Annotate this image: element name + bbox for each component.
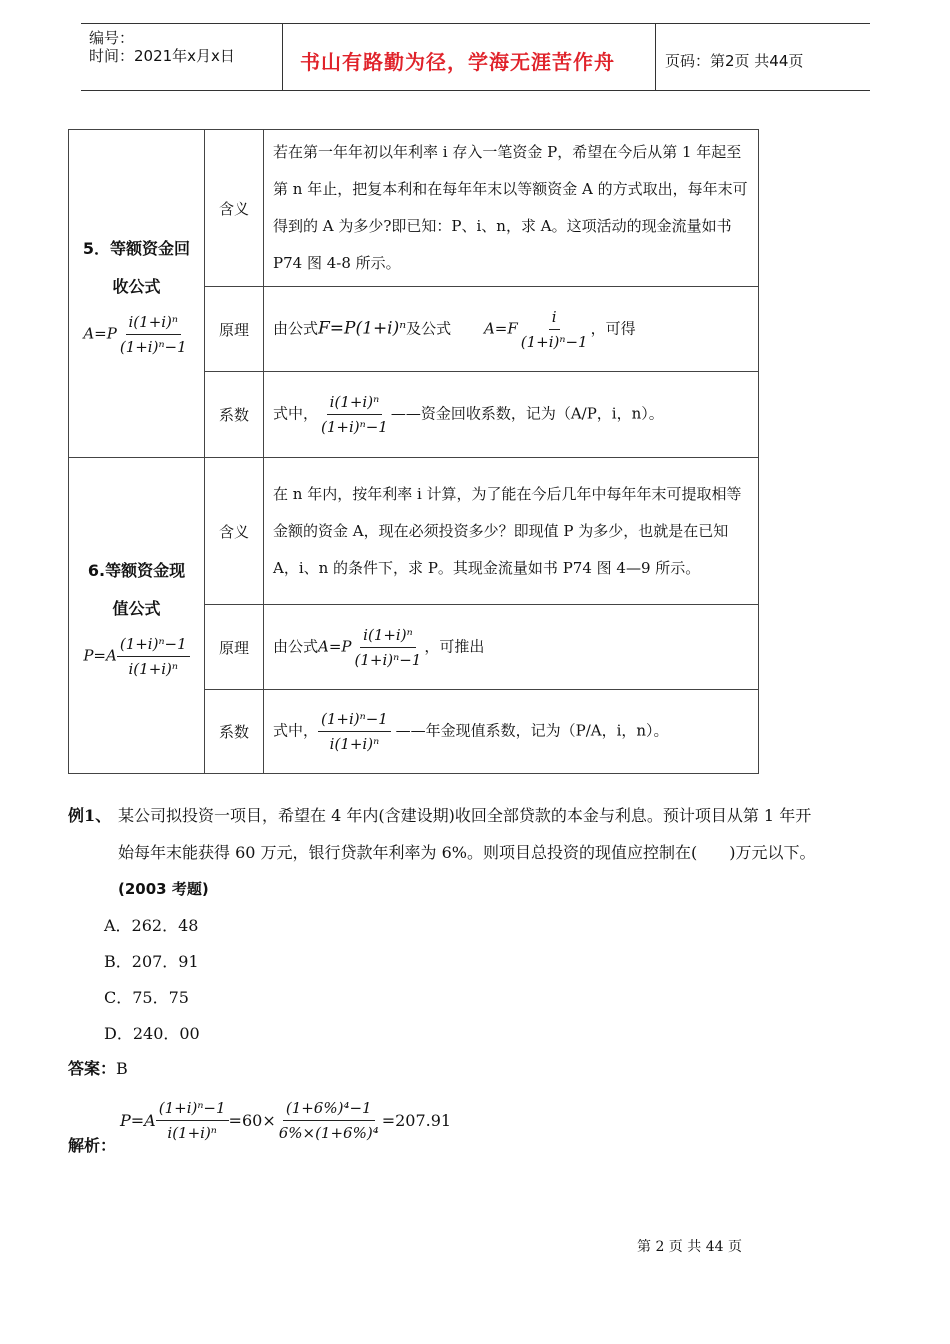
table-row [69,130,759,287]
option-a: A．262．48 [104,916,199,935]
header-bottom-rule [81,90,870,91]
formula-numerator: i(1+i)ⁿ [126,312,182,335]
formula-result: =207.91 [381,1111,452,1130]
formula-mid: =60× [228,1111,276,1130]
section-formula [69,634,204,679]
row-label: 含义 [205,458,264,605]
row-content [264,372,759,458]
row-label: 系数 [205,372,264,458]
slogan: 书山有路勤为径，学海无涯苦作舟 [300,50,615,74]
row-label: 原理 [205,605,264,690]
formula-fraction [352,625,425,670]
footer-page-number: 第 2 页 共 44 页 [637,1239,742,1255]
formula-numerator: i [549,307,560,330]
formula-denominator: i(1+i)ⁿ [128,660,178,678]
table-row [69,458,759,605]
header-top-rule [81,23,870,24]
example-line1: 某公司拟投资一项目，希望在 4 年内(含建设期)收回全部贷款的本金与利息。预计项目从第 1 年开 [118,806,812,825]
section-title-line1: 6.等额资金现 [87,561,186,580]
formula-fraction [318,392,391,437]
answer-value: B [116,1059,128,1078]
answer-line [68,1056,128,1079]
formula-fraction [117,312,190,357]
example-label: 例1、 [68,806,112,825]
section-title-cell [69,458,205,774]
option-b: B．207．91 [104,952,199,971]
formula-denominator: (1+i)ⁿ−1 [321,418,388,436]
section-formula [69,312,204,357]
formula-lhs: A=F [483,319,518,337]
serial-label: 编号： [89,29,135,47]
formula-denominator: i(1+i)ⁿ [167,1124,217,1142]
formula-numerator: (1+i)ⁿ−1 [318,709,391,732]
formula-lhs: P=A [83,646,117,665]
header-divider-left [282,23,283,91]
row-label: 系数 [205,690,264,774]
formula-lhs: A=P [318,637,352,655]
formula-numerator: (1+i)ⁿ−1 [117,634,190,657]
row-mid: 及公式 [406,319,452,337]
section-title-line2: 收公式 [112,277,161,296]
option-d: D．240．00 [104,1024,200,1043]
row-prefix: 由公式 [273,319,319,337]
analysis-formula [120,1098,451,1143]
formula-numerator: (1+i)ⁿ−1 [156,1098,229,1121]
formula-denominator: (1+i)ⁿ−1 [119,338,187,356]
formula-fraction [518,307,591,352]
section-title-line1: 5．等额资金回 [82,239,191,258]
formula-denominator: 6%×(1+6%)⁴ [278,1124,379,1142]
analysis-label: 解析： [68,1136,117,1155]
example-year: (2003 考题) [118,880,209,898]
formula-fraction [318,709,391,754]
formula-fraction [276,1098,382,1143]
formula-denominator: i(1+i)ⁿ [329,735,380,753]
formula-inline: F=P(1+i)ⁿ [318,318,407,338]
row-text: 在 n 年内，按年利率 i 计算，为了能在今后几年中每年年末可提取相等金额的资金 A，现在必须投资多少？即现值 P 为多少，也就是在已知 A，i、n 的条件下，求 P。其现金流量如书 P74 图 4—9 所示。 [264,458,759,605]
row-suffix: ——资金回收系数，记为（A/P，i，n）。 [390,404,664,423]
row-label: 含义 [205,130,264,287]
row-label: 原理 [205,287,264,372]
formula-block [484,307,591,352]
formula-numerator: i(1+i)ⁿ [327,392,383,415]
formula-lhs: P=A [120,1111,156,1130]
header-divider-right [655,23,656,91]
formula-fraction [117,634,190,679]
row-suffix: ——年金现值系数，记为（P/A，i，n）。 [390,721,669,740]
formula-denominator: (1+i)ⁿ−1 [354,650,422,669]
row-content [264,287,759,372]
section-title-cell [69,130,205,458]
row-suffix: ，可得 [590,319,636,337]
row-prefix: 式中， [273,721,319,740]
formula-numerator: i(1+i)ⁿ [360,625,416,648]
formula-fraction [156,1098,229,1143]
answer-label: 答案： [68,1059,117,1078]
formula-lhs: A=P [83,324,117,343]
row-prefix: 式中， [273,404,319,423]
row-prefix: 由公式 [273,637,319,655]
row-content [264,605,759,690]
row-text: 若在第一年年初以年利率 i 存入一笔资金 P，希望在今后从第 1 年起至第 n 年止，把复本利和在每年年末以等额资金 A 的方式取出，每年末可得到的 A 为多少?即已知：P、i、n，求 A。这项活动的现金流量如书 P74 图 4-8 所示。 [264,130,759,287]
page-code: 页码：第2页 共44页 [665,52,804,70]
section-title-line2: 值公式 [112,599,161,618]
formula-table [68,129,759,774]
row-content [264,690,759,774]
option-c: C．75．75 [104,988,189,1007]
formula-numerator: (1+6%)⁴−1 [283,1098,375,1121]
example-line2: 始每年末能获得 60 万元，银行贷款年利率为 6%。则项目总投资的现值应控制在( )万元以下。 [118,843,816,862]
time-line: 时间：2021年x月x日 [89,47,235,65]
formula-denominator: (1+i)ⁿ−1 [520,332,588,351]
row-suffix: ，可推出 [424,637,485,655]
